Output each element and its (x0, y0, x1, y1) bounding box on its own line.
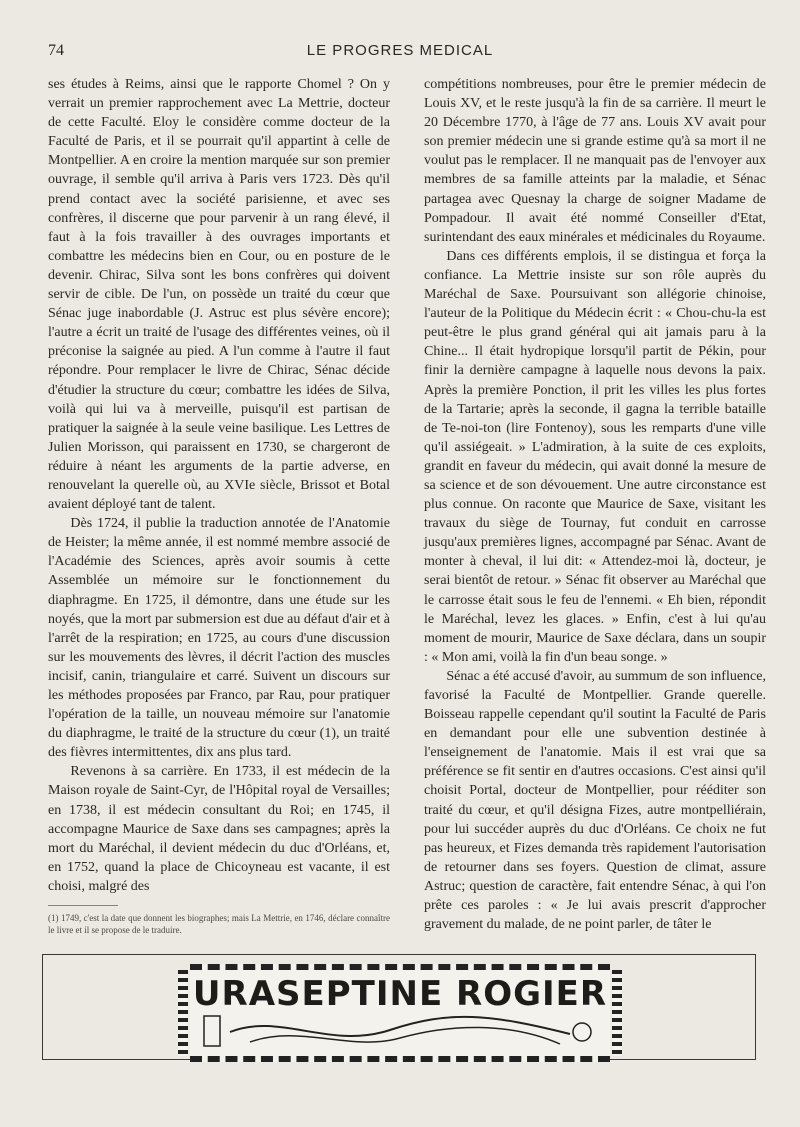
ornament-swirl-icon (190, 1012, 610, 1052)
page-number: 74 (48, 42, 64, 59)
left-paragraph-2: Dès 1724, il publie la traduction annotée de l'Anatomie de Heister; la même année, il est nommé membre associé de l'Académie des Sciences, après avoir soumis à cette Assemblée un mémoire sur le fonctionnement du diaphragme. En 1725, il démontre, dans une étude sur les noyés, que la mort par submersion est due au défaut d'air et à l'arrêt de la respiration; en 1725, au cours d'une discussion sur les mouvements des lèvres, il décrit l'action des muscles incisif, canin, triangulaire et carré. Suivent un discours sur les méthodes proposées par Franco, par Rau, pour pratiquer l'opération de la taille, un nouveau mémoire sur l'anatomie du diaphragme, le traité de la structure du cœur (1), un traité des fièvres intermittentes, dix ans plus tard. (48, 516, 390, 761)
ad-border-right (612, 970, 622, 1056)
left-paragraph-3: Revenons à sa carrière. En 1733, il est médecin de la Maison royale de Saint-Cyr, de l'Hôpital royal de Versailles; en 1738, il est médecin consultant du Roi; en 1745, il accompagne Maurice de Saxe dans ses campagnes; après la mort du Maréchal, il devient médecin du duc d'Orléans, et, en 1752, quand la place de Chicoyneau est vacante, il est choisi, malgré des (48, 764, 390, 894)
ad-border-left (178, 970, 188, 1056)
advertisement-brand: URASEPTINE ROGIER (192, 974, 608, 1014)
footnote-divider (48, 905, 118, 906)
right-paragraph-3: Sénac a été accusé d'avoir, au summum de son influence, favorisé la Faculté de Montpellier. Grande querelle. Boisseau rappelle cependant qu'il soutint la Faculté de Paris en demandant pour elle une subvention destinée à l'enseignement de l'anatomie. Mais il est vrai que sa préférence se fit sentir en d'autres occasions. C'est ainsi qu'il choisit Portal, docteur de Montpellier, pour rééditer son traité du cœur, et qu'il désigna Fizes, autre montpelliérain, pour lui succéder auprès du duc d'Orléans. Ce choix ne fut pas heureux, et Fizes demanda très rapidement l'autorisation de retourner dans ses foyers. Question de climat, assure Astruc; question de caractère, fait entendre Sénac, à qui l'on prête ces paroles : « Je lui avais prescrit d'approcher gravement du malade, de ne point parler, de tâter le (424, 668, 766, 933)
right-paragraph-1: compétitions nombreuses, pour être le premier médecin de Louis XV, et le reste jusqu'à la fin de sa carrière. Il meurt le 20 Décembre 1770, à l'âge de 77 ans. Louis XV avait pour son premier médecin une si grande estime qu'à sa mort il ne voulut pas le remplacer. Il ne manquait pas de l'envoyer aux membres de sa famille atteints par la maladie, et Sénac partagea avec Quesnay la charge de soigner Madame de Pompadour. Il avait été nommé Conseiller d'Etat, surintendant des eaux minérales et médicinales du Royaume. (424, 77, 766, 245)
left-paragraph-1: ses études à Reims, ainsi que le rapporte Chomel ? On y verrait un premier rapprochement avec La Mettrie, docteur de cette Faculté. Eloy le considère comme docteur de la Faculté de Paris, et il se pourrait qu'il appartint à celle de Montpellier. A en croire la mention marquée sur son premier ouvrage, il semble qu'il arriva à Paris vers 1723. Dès qu'il prend contact avec la société parisienne, et avec ses confrères, il discerne que pour parvenir à un rang élevé, il faut à la fois travailler à des ouvrages importants et combattre les médecins bien en Cour, ou en posture de le devenir. Chirac, Silva sont les bons confrères qui doivent servir de cible. De l'un, on possède un traité du cœur que Sénac juge inabordable (J. Astruc est plus sévère encore); l'autre a écrit un traité de l'usage des différentes veines, où il préconise la saignée au pied. A l'un comme à l'autre il faut répondre. Pour remplacer le livre de Chirac, Sénac décide d'étudier la structure du cœur; combattre les idées de Silva, voilà qui lui va à merveille, puisqu'il est partisan de pratiquer la saignée à la seule veine basilique. Les Lettres de Julien Morisson, qui paraissent en 1730, se chargeront de réduire à néant les arguments de la partie adverse, en renouvelant la querelle où, au XVIe siècle, Brissot et Botal avaient déployé tant de talent. (48, 77, 390, 513)
page-header (48, 42, 752, 64)
left-column (48, 75, 390, 896)
right-column (424, 75, 766, 934)
running-title: LE PROGRES MEDICAL (306, 42, 494, 59)
advertisement-banner (190, 964, 610, 1062)
footnote: (1) 1749, c'est la date que donnent les biographes; mais La Mettrie, en 1746, déclare connaître le livre et il se propose de le traduire. (48, 913, 390, 935)
right-paragraph-2: Dans ces différents emplois, il se distingua et força la confiance. La Mettrie insiste sur son rôle auprès du Maréchal de Saxe. Poursuivant son allégorie chinoise, l'auteur de la Politique du Médecin écrit : « Chou-chu-la est peut-être le plus grand général qui ait jamais paru à la Chine... Il était hydropique lorsqu'il partit de Pékin, pour finir la dernière campagne à laquelle nous devons la paix. Après la première Ponction, il prit les villes les plus fortes de la Tartarie; après la seconde, il gagna la terrible bataille de Te-noi-ton (lire Fontenoy), sous les remparts d'une ville qu'il assiégeait. » L'admiration, à la suite de ces exploits, grandit en faveur du médecin, qui avait donné la mesure de sa science et de son dévouement. Une autre circonstance est plus connue. On raconte que Maurice de Saxe, visitant les travaux du siège de Tournay, fut conduit en carrosse jusqu'aux premières lignes, accompagné par Sénac. Avant de monter à cheval, il lui dit: « Attendez-moi là, docteur, je serai bientôt de retour. » Sénac fit observer au Maréchal que le carrosse était sous le feu de l'ennemi. « Eh bien, répondit le Maréchal, levez les glaces. » Enfin, c'est à lui qu'au moment de mourir, Maurice de Saxe déclara, dans un soupir : « Mon ami, voilà la fin d'un beau songe. » (424, 248, 766, 665)
